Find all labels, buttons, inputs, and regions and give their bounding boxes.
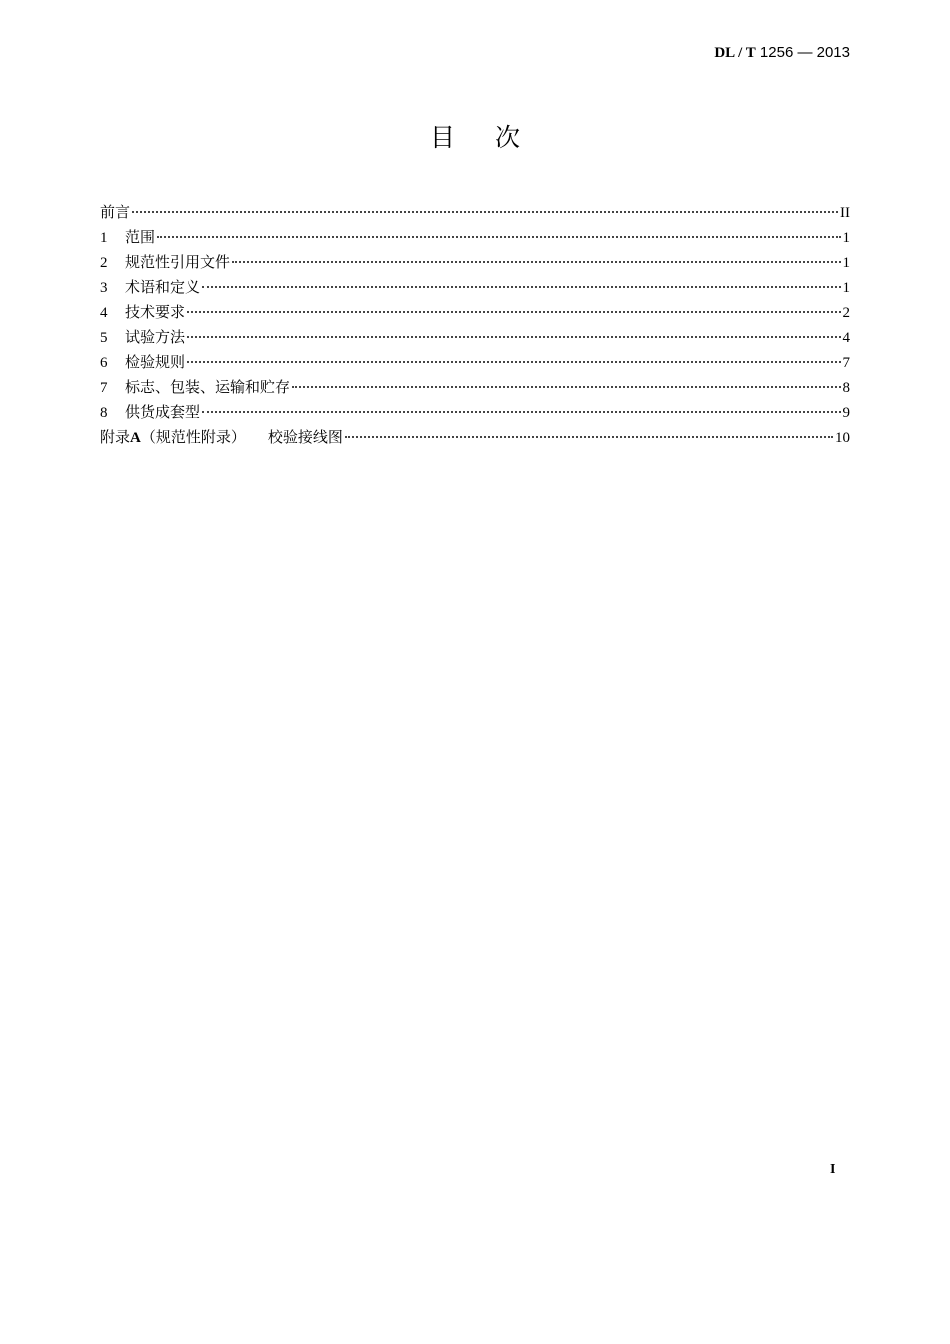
- toc-entry-title: 术语和定义: [125, 278, 201, 296]
- toc-entry-number: 7: [100, 380, 108, 396]
- toc-appendix-letter: A: [130, 430, 141, 446]
- toc-entry-page: 1: [842, 230, 850, 246]
- toc-entry-appendix-a[interactable]: [100, 425, 850, 450]
- toc-entry-5[interactable]: [100, 325, 850, 350]
- toc-appendix-word: 附录: [100, 428, 131, 446]
- toc-entry-title: 试验方法: [125, 328, 186, 346]
- document-number: [714, 42, 850, 64]
- toc-dot-leader: [132, 211, 838, 213]
- toc-entry-title: 规范性引用文件: [125, 253, 231, 271]
- toc-entry-3[interactable]: [100, 275, 850, 300]
- toc-entry-number: 4: [100, 305, 108, 321]
- toc-entry-number: 1: [100, 230, 108, 246]
- toc-entry-title: 校验接线图: [267, 428, 343, 446]
- toc-entry-title: 供货成套型: [125, 403, 201, 421]
- toc-appendix-type: （规范性附录）: [140, 428, 246, 446]
- toc-entry-8[interactable]: [100, 400, 850, 425]
- toc-entry-title: 前言: [100, 203, 131, 221]
- toc-entry-number: 6: [100, 355, 108, 371]
- toc-entry-page: 9: [842, 405, 850, 421]
- toc-entry-title: 标志、包装、运输和贮存: [125, 378, 291, 396]
- toc-entry-number: 8: [100, 405, 108, 421]
- document-number-value: 1256 — 2013: [759, 44, 850, 61]
- toc-entry-4[interactable]: [100, 300, 850, 325]
- document-number-prefix: DL / T: [714, 45, 756, 61]
- toc-dot-leader: [202, 411, 840, 413]
- toc-entry-page: 7: [842, 355, 850, 371]
- toc-entry-page: 2: [842, 305, 850, 321]
- toc-dot-leader: [292, 386, 840, 388]
- toc-dot-leader: [232, 261, 840, 263]
- toc-dot-leader: [187, 336, 840, 338]
- toc-dot-leader: [345, 436, 833, 438]
- toc-entry-7[interactable]: [100, 375, 850, 400]
- toc-entry-title: 技术要求: [125, 303, 186, 321]
- toc-entry-1[interactable]: [100, 225, 850, 250]
- toc-entry-page: 10: [835, 430, 850, 446]
- toc-dot-leader: [187, 311, 840, 313]
- toc-dot-leader: [157, 236, 840, 238]
- toc-entry-number: 2: [100, 255, 108, 271]
- toc-dot-leader: [202, 286, 840, 288]
- toc-entry-page: 1: [842, 255, 850, 271]
- toc-entry-number: 5: [100, 330, 108, 346]
- toc-appendix-label: [100, 425, 246, 451]
- toc-entry-6[interactable]: [100, 350, 850, 375]
- toc-entry-2[interactable]: [100, 250, 850, 275]
- page-number: I: [830, 1162, 836, 1177]
- toc-entry-page: 1: [842, 280, 850, 296]
- toc-entry-page: II: [840, 205, 850, 221]
- toc-entry-page: 4: [842, 330, 850, 346]
- toc-entry-title: 检验规则: [125, 353, 186, 371]
- toc-entry-foreword[interactable]: [100, 200, 850, 225]
- toc-title: 目次: [429, 123, 560, 152]
- table-of-contents: [100, 200, 850, 450]
- toc-dot-leader: [187, 361, 840, 363]
- toc-entry-number: 3: [100, 280, 108, 296]
- toc-entry-title: 范围: [125, 228, 156, 246]
- toc-entry-page: 8: [842, 380, 850, 396]
